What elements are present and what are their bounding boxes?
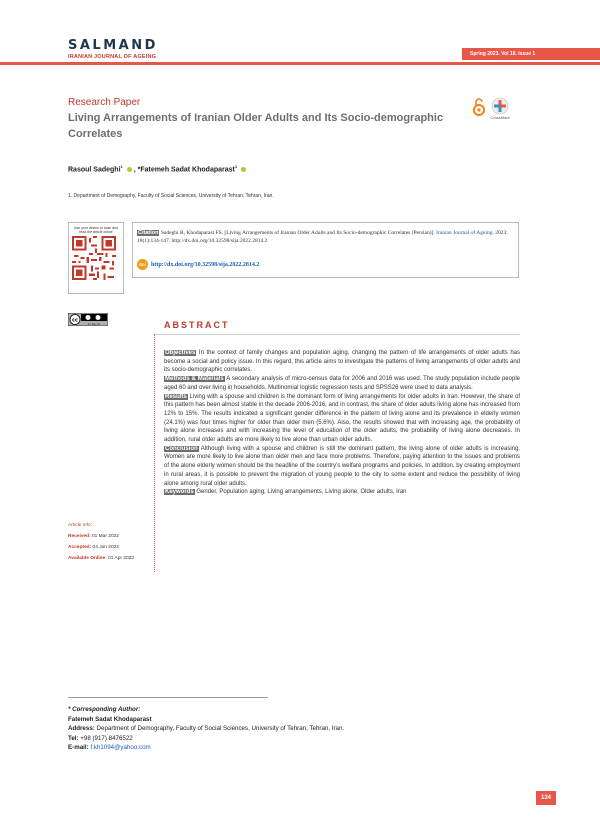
section-tag: Keywords — [165, 489, 194, 496]
qr-panel — [68, 222, 124, 294]
online-label: Available Online: — [68, 556, 107, 561]
paper-type: Research Paper — [68, 97, 141, 108]
abstract-heading: ABSTRACT — [164, 320, 230, 330]
author-affil-sup: 1 — [234, 164, 238, 169]
qr-label: Use your device to scan and read the article online — [73, 226, 119, 234]
abstract-keywords — [164, 488, 520, 497]
section-tag: Objectives — [165, 350, 196, 356]
section-tag: Results — [165, 393, 187, 400]
accepted-date: 04 Jun 2022 — [92, 545, 119, 550]
header-rule — [0, 62, 600, 65]
address-label: Address: — [68, 725, 95, 732]
doi-icon: doi — [137, 259, 148, 270]
affiliation: 1. Department of Demography, Faculty of Social Sciences, University of Tehran, Tehran, Iran. — [68, 193, 274, 199]
orcid-icon[interactable] — [127, 167, 132, 172]
section-text: Although living with a spouse and children is still the dominant pattern, the living alone of older adults is increasing. Women are more likely to live alone than older men and face more problems. Therefore, paying attention to the issues and problems of the alone elderly women should be the headline of the country's welfare programs and policies. In addition, by creating employment in rural areas, it is possible to prevent the migration of young people to the city to some extent and reduce the possibility of living alone among rural older adults. — [164, 445, 520, 487]
cc-license-icon[interactable] — [68, 313, 108, 326]
email-link[interactable]: f.kh1094@yahoo.com — [90, 744, 151, 751]
cc-license-label: cc by nc — [87, 321, 101, 326]
received-label: Received: — [68, 534, 91, 539]
section-tag: Methods & Materials — [165, 376, 224, 383]
author-list: Rasoul Sadeghi$^1$ , *Fatemeh Sadat Khodaparast$^1$ — [68, 164, 248, 173]
article-info-heading: Article Info: — [68, 523, 92, 528]
page-number: 134 — [536, 791, 556, 805]
citation-rest: . 2023; 18(1):134-147. http://dx.doi.org/10.32598/sija.2022.2814.2 — [137, 230, 508, 244]
open-access-icon[interactable] — [472, 97, 486, 117]
online-date: 01 Apr 2023 — [108, 556, 134, 561]
corresponding-author — [68, 705, 344, 753]
email-label: E-mail: — [68, 744, 89, 751]
abstract-rule — [154, 334, 520, 335]
badges — [472, 97, 510, 121]
author-name: Rasoul Sadeghi — [68, 166, 121, 174]
paper-title: Living Arrangements of Iranian Older Adults and Its Socio-demographic Correlates — [68, 112, 444, 140]
citation-box — [132, 222, 519, 278]
accepted-label: Accepted: — [68, 545, 92, 550]
corresponding-heading: * Corresponding Author: — [68, 706, 141, 713]
abstract-body — [164, 349, 520, 497]
tel-label: Tel: — [68, 734, 79, 742]
abstract-methods — [164, 375, 520, 392]
address-value: Department of Demography, Faculty of Social Sciences, University of Tehran, Tehran, Iran. — [94, 725, 345, 732]
svg-text:cc: cc — [72, 317, 78, 324]
issue-banner: Spring 2023. Vol 18. Issue 1 — [462, 48, 600, 60]
section-tag: Conclusion — [165, 445, 198, 452]
qr-code-icon[interactable] — [72, 236, 116, 280]
received-date: 01 Mar 2022 — [92, 534, 119, 539]
section-text: A secondary analysis of micro-census data for 2006 and 2016 was used. The study population include people aged 60 and over living in households. Multinomial logistic regression tests and SPSS26 were used to data analysis. — [164, 376, 520, 391]
section-text: In the context of family changes and population aging, changing the pattern of life arrangements of older adults has become a social and policy issue. In this regard, this article aims to investigate the patterns of living arrangements of older adults and its socio-demographic correlates. — [164, 350, 520, 374]
abstract-results — [164, 393, 520, 445]
crossmark-icon — [491, 97, 509, 115]
author-affil-sup: 1 — [120, 164, 123, 169]
corresponding-name: Fatemeh Sadat Khodaparast — [68, 715, 152, 723]
tel-value: +98 (917) 8476522 — [78, 734, 133, 742]
crossmark-label: CrossMark — [490, 115, 510, 120]
section-text: Gender, Population aging, Living arrangements, Living alone, Older adults, Iran — [194, 489, 407, 496]
author-name: *Fatemeh Sadat Khodaparast — [137, 166, 235, 174]
section-text: Living with a spouse and children is the dominant form of living arrangements for older adults in Iran. However, the share of this pattern has been almost stable in the decade 2006-2016, and in contrast, the share of older adults living alone has increased from 12% to 15%. The results indicated a significant gender difference in the pattern of living alone and its prevalence in elderly women (24.1%) was four times higher for older than older men (5.6%). Also, the results showed that with increasing age, the probability of living alone increases and with increasing the level of education of the older adults, the probability of living alone decreases. In addition, rural older adults are more likely to live alone than urban older adults. — [164, 393, 520, 444]
doi-link[interactable]: http://dx.doi.org/10.32598/sija.2022.2814.2 — [151, 261, 260, 268]
doi-line — [137, 259, 259, 270]
article-info — [68, 520, 134, 564]
journal-brand: SALMAND — [68, 38, 158, 53]
citation-text: Sadeghi R, Khodaparast FS. [Living Arrangements of Iranian Older Adults and Its Socio-demographic Correlates (Persian)]. — [159, 230, 437, 236]
abstract-objectives — [164, 349, 520, 375]
abstract-divider — [154, 334, 156, 572]
citation-tag: Citation — [138, 230, 159, 236]
corresponding-rule — [68, 697, 268, 698]
journal-logo — [68, 38, 158, 60]
abstract-conclusion — [164, 445, 520, 489]
orcid-icon[interactable] — [241, 167, 246, 172]
journal-name: IRANIAN JOURNAL OF AGEING — [68, 54, 157, 60]
crossmark-badge[interactable] — [490, 97, 510, 121]
citation-journal-link[interactable]: Iranian Journal of Ageing — [436, 230, 493, 236]
